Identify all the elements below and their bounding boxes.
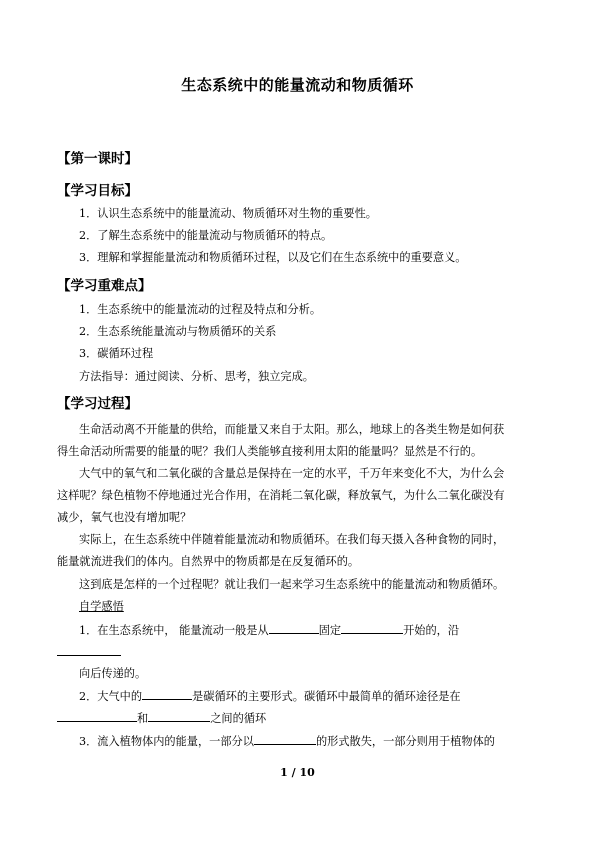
paragraph-line: 能量就流进我们的体内。自然界中的物质都是在反复循环的。 bbox=[57, 555, 360, 568]
q1-blank-2[interactable] bbox=[341, 622, 403, 634]
q3-text-b: 的形式散失，一部分则用于植物体的 bbox=[315, 735, 495, 748]
q2-blank-2[interactable] bbox=[57, 710, 137, 722]
q1-text-a: 1．在生态系统中， 能量流动一般是从 bbox=[79, 624, 269, 637]
self-study-label: 自学感悟 bbox=[79, 600, 124, 613]
q1-blank-3[interactable] bbox=[57, 644, 121, 656]
paragraph-line: 大气中的氧气和二氧化碳的含量总是保持在一定的水平，千万年来变化不大，为什么会 bbox=[79, 467, 505, 480]
key-point-item: 1．生态系统中的能量流动的过程及特点和分析。 bbox=[79, 303, 322, 316]
method-guide: 方法指导：通过阅读、分析、思考，独立完成。 bbox=[79, 370, 314, 383]
q1-continuation: 向后传递的。 bbox=[79, 667, 147, 680]
document-title: 生态系统中的能量流动和物质循环 bbox=[181, 76, 414, 94]
goal-item: 1．认识生态系统中的能量流动、物质循环对生物的重要性。 bbox=[79, 207, 377, 220]
goal-item: 3．理解和掌握能量流动和物质循环过程，以及它们在生态系统中的重要意义。 bbox=[79, 251, 467, 264]
key-point-item: 3．碳循环过程 bbox=[79, 347, 154, 360]
q3-blank-1[interactable] bbox=[254, 733, 316, 745]
lesson-heading: 【第一课时】 bbox=[57, 151, 138, 167]
question-2-continued bbox=[57, 710, 266, 726]
q2-blank-3[interactable] bbox=[148, 710, 210, 722]
paragraph-line: 这样呢？绿色植物不停地通过光合作用，在消耗二氧化碳，释放氧气，为什么二氧化碳没有 bbox=[57, 489, 505, 502]
q2-text-a: 2．大气中的 bbox=[79, 690, 143, 703]
key-point-item: 2．生态系统能量流动与物质循环的关系 bbox=[79, 325, 277, 338]
paragraph-line: 生命活动离不开能量的供给，而能量又来自于太阳。那么，地球上的各类生物是如何获 bbox=[79, 423, 505, 436]
process-heading: 【学习过程】 bbox=[57, 396, 138, 412]
question-3 bbox=[79, 733, 495, 749]
q2-text-c: 和 bbox=[137, 712, 149, 725]
goals-heading: 【学习目标】 bbox=[57, 183, 138, 199]
paragraph-line: 得生命活动所需要的能量的呢？我们人类能够直接利用太阳的能量吗？显然是不行的。 bbox=[57, 445, 483, 458]
q1-text-c: 开始的，沿 bbox=[403, 624, 460, 637]
paragraph-line: 实际上，在生态系统中伴随着能量流动和物质循环。在我们每天摄入各种食物的同时， bbox=[79, 533, 505, 546]
paragraph-line: 减少，氧气也没有增加呢？ bbox=[57, 511, 192, 524]
q2-blank-1[interactable] bbox=[142, 688, 192, 700]
q1-text-b: 固定 bbox=[318, 624, 342, 637]
goal-item: 2．了解生态系统中的能量流动与物质循环的特点。 bbox=[79, 229, 333, 242]
page-number: 1 / 10 bbox=[280, 766, 315, 779]
q1-blank-3-line bbox=[57, 644, 121, 660]
question-2 bbox=[79, 688, 461, 704]
q3-text-a: 3．流入植物体内的能量，一部分以 bbox=[79, 735, 254, 748]
paragraph-line: 这到底是怎样的一个过程呢？就让我们一起来学习生态系统中的能量流动和物质循环。 bbox=[79, 578, 505, 591]
key-points-heading: 【学习重难点】 bbox=[57, 278, 152, 294]
q2-text-b: 是碳循环的主要形式。碳循环中最简单的循环途径是在 bbox=[192, 690, 461, 703]
question-1 bbox=[79, 622, 459, 638]
q1-blank-1[interactable] bbox=[269, 622, 319, 634]
q2-text-d: 之间的循环 bbox=[210, 712, 267, 725]
